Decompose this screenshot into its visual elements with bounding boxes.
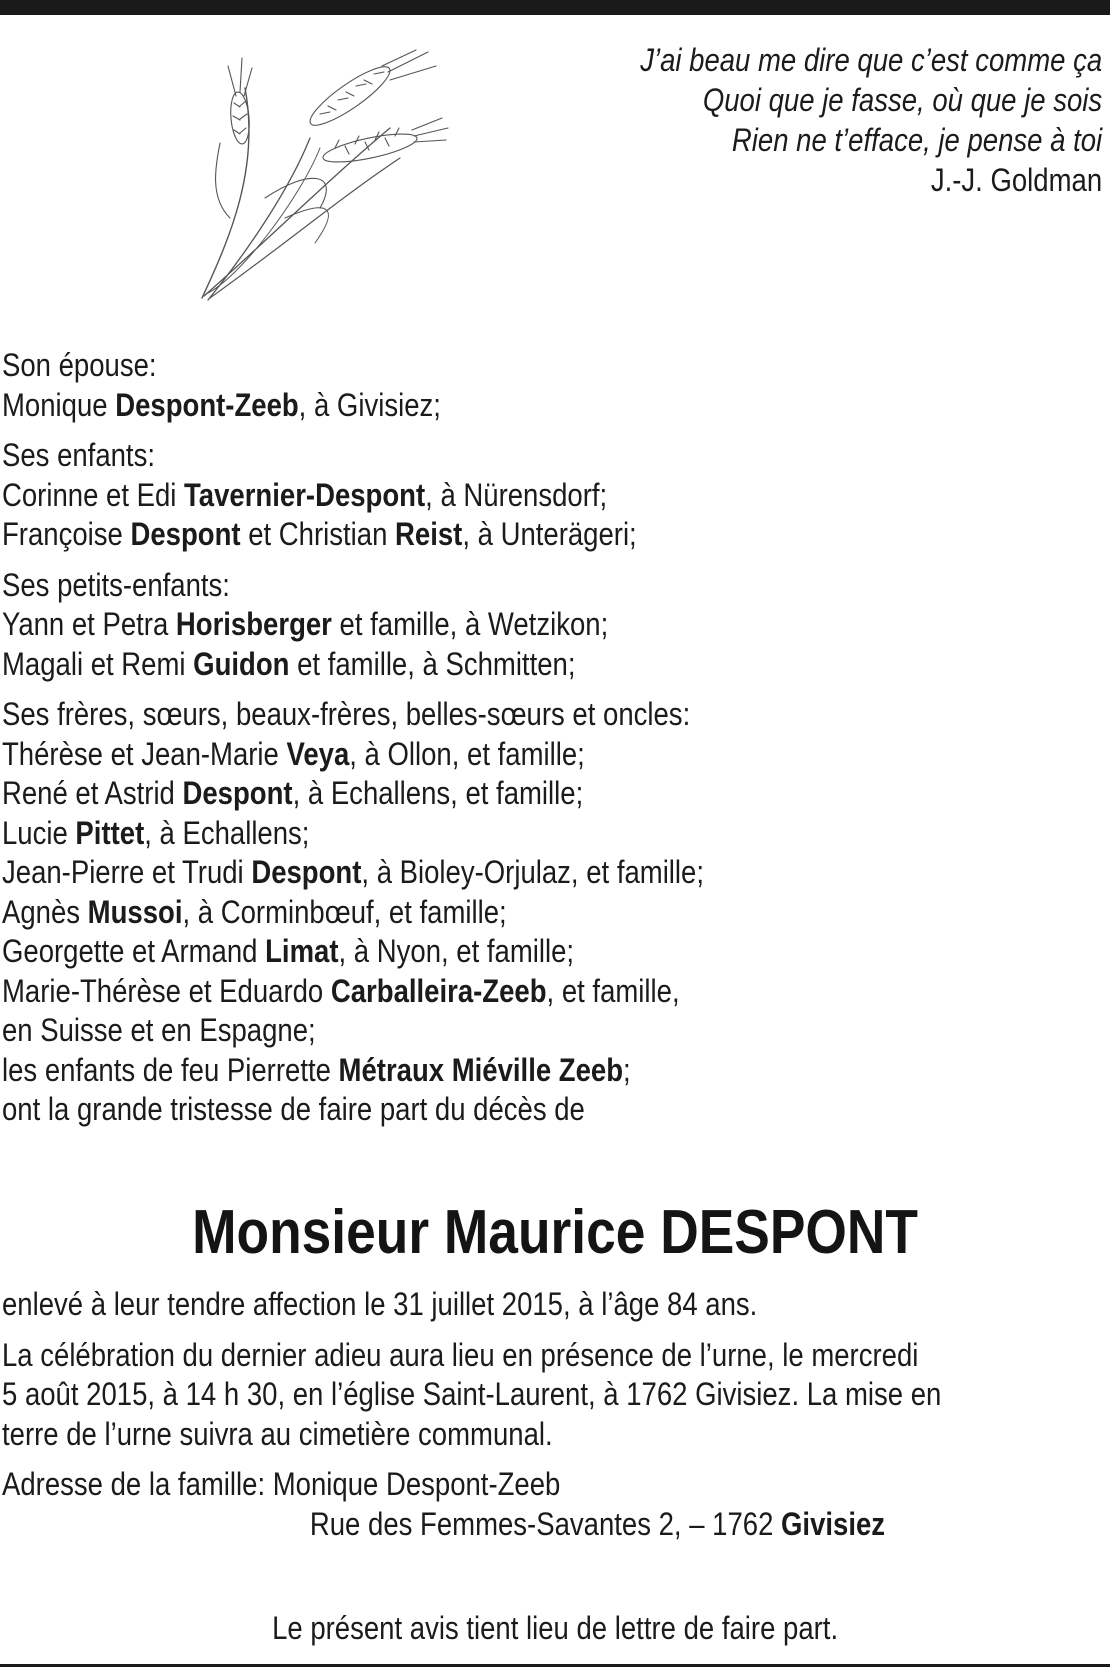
family-entry <box>2 605 1060 645</box>
entry-text: Georgette et Armand <box>2 933 266 969</box>
section-heading-relatives: Ses frères, sœurs, beaux-frères, belles-sœurs et oncles: <box>2 696 691 732</box>
top-rule <box>0 0 1110 15</box>
family-name: Mussoi <box>87 893 183 930</box>
entry-text: les enfants de feu Pierrette <box>2 1051 339 1088</box>
entry-text: , à Corminbœuf, et famille; <box>182 893 507 930</box>
entry-text: Lucie <box>2 814 76 851</box>
entry-text: Agnès <box>2 893 88 930</box>
family-entry <box>2 1051 1060 1091</box>
entry-text: ; <box>623 1051 631 1088</box>
family-name: Veya <box>286 735 350 772</box>
family-name: Despont <box>182 775 293 811</box>
entry-text: René et Astrid <box>2 775 183 811</box>
entry-text: , à Nyon, et famille; <box>338 933 575 969</box>
entry-text: , à Unterägeri; <box>462 516 637 552</box>
bottom-rule <box>0 1664 1110 1667</box>
poem-author: J.-J. Goldman <box>930 162 1102 198</box>
family-entry <box>2 386 1060 426</box>
family-entry-continuation: en Suisse et en Espagne; <box>2 1012 316 1048</box>
closing-text: Le présent avis tient lieu de lettre de faire part. <box>271 1610 839 1646</box>
section-heading-children: Ses enfants: <box>2 437 155 473</box>
poem-line: Quoi que je fasse, où que je sois <box>702 82 1102 118</box>
ceremony-line: 5 août 2015, à 14 h 30, en l’église Saint-Laurent, à 1762 Givisiez. La mise en <box>2 1376 942 1412</box>
family-name: Guidon <box>193 645 290 682</box>
entry-text: , à Nürensdorf; <box>425 476 608 513</box>
family-list <box>2 346 1060 1130</box>
family-name: Reist <box>395 516 463 552</box>
closing-note <box>0 1608 1110 1648</box>
announcement-text: ont la grande tristesse de faire part du décès de <box>2 1091 585 1127</box>
ceremony-line: La célébration du dernier adieu aura lieu en présence de l’urne, le mercredi <box>2 1336 919 1373</box>
family-entry <box>2 893 1060 933</box>
family-entry <box>2 814 1060 854</box>
deceased-name <box>0 1198 1110 1268</box>
entry-text: Marie-Thérèse et Eduardo <box>2 972 331 1009</box>
family-name: Pittet <box>75 814 145 851</box>
entry-text: Monique <box>2 386 116 423</box>
deceased-name-text: Monsieur Maurice DESPONT <box>192 1198 918 1267</box>
family-entry <box>2 853 1060 893</box>
section-heading-spouse: Son épouse: <box>2 347 157 383</box>
entry-text: , et famille, <box>546 972 680 1009</box>
entry-text: Magali et Remi <box>2 645 194 682</box>
entry-text: Yann et Petra <box>2 606 176 642</box>
family-entry <box>2 476 1060 516</box>
family-name: Horisberger <box>175 606 332 642</box>
family-address-street <box>2 1505 1094 1545</box>
poem-line: J’ai beau me dire que c’est comme ça <box>640 42 1102 78</box>
death-statement: enlevé à leur tendre affection le 31 juillet 2015, à l’âge 84 ans. <box>2 1286 758 1322</box>
entry-text: , à Echallens; <box>144 814 310 851</box>
ceremony-line: terre de l’urne suivra au cimetière communal. <box>2 1415 553 1452</box>
family-entry <box>2 645 1060 685</box>
entry-text: et famille, à Wetzikon; <box>331 606 609 642</box>
family-name: Tavernier-Despont <box>184 476 426 513</box>
section-heading-grandchildren: Ses petits-enfants: <box>2 566 230 603</box>
entry-text: , à Bioley-Orjulaz, et famille; <box>361 854 704 890</box>
address-locality: Givisiez <box>781 1505 886 1542</box>
family-name: Métraux Miéville Zeeb <box>338 1051 624 1088</box>
family-name: Carballeira-Zeeb <box>330 972 547 1009</box>
family-name: Despont <box>251 854 362 890</box>
entry-text: , à Ollon, et famille; <box>349 735 585 772</box>
notice-details <box>2 1285 1094 1544</box>
family-name: Despont-Zeeb <box>115 386 299 423</box>
entry-text: Françoise <box>2 516 131 552</box>
family-address: Adresse de la famille: Monique Despont-Zeeb <box>2 1466 561 1502</box>
entry-text: et Christian <box>240 516 396 552</box>
entry-text: et famille, à Schmitten; <box>289 645 576 682</box>
entry-text: , à Givisiez; <box>298 386 441 423</box>
family-entry <box>2 735 1060 775</box>
family-entry <box>2 515 1060 555</box>
poem-line: Rien ne t’efface, je pense à toi <box>731 122 1102 158</box>
wheat-icon <box>190 48 450 318</box>
family-entry <box>2 972 1060 1012</box>
entry-text: Jean-Pierre et Trudi <box>2 854 252 890</box>
entry-text: Thérèse et Jean-Marie <box>2 735 287 772</box>
entry-text: Corinne et Edi <box>2 476 185 513</box>
family-entry <box>2 932 1060 972</box>
family-name: Despont <box>130 516 241 552</box>
family-name: Limat <box>265 933 339 969</box>
epigraph-quote <box>640 40 1102 200</box>
family-entry <box>2 774 1060 814</box>
address-text: Rue des Femmes-Savantes 2, – 1762 <box>309 1505 782 1542</box>
entry-text: , à Echallens, et famille; <box>292 775 584 811</box>
